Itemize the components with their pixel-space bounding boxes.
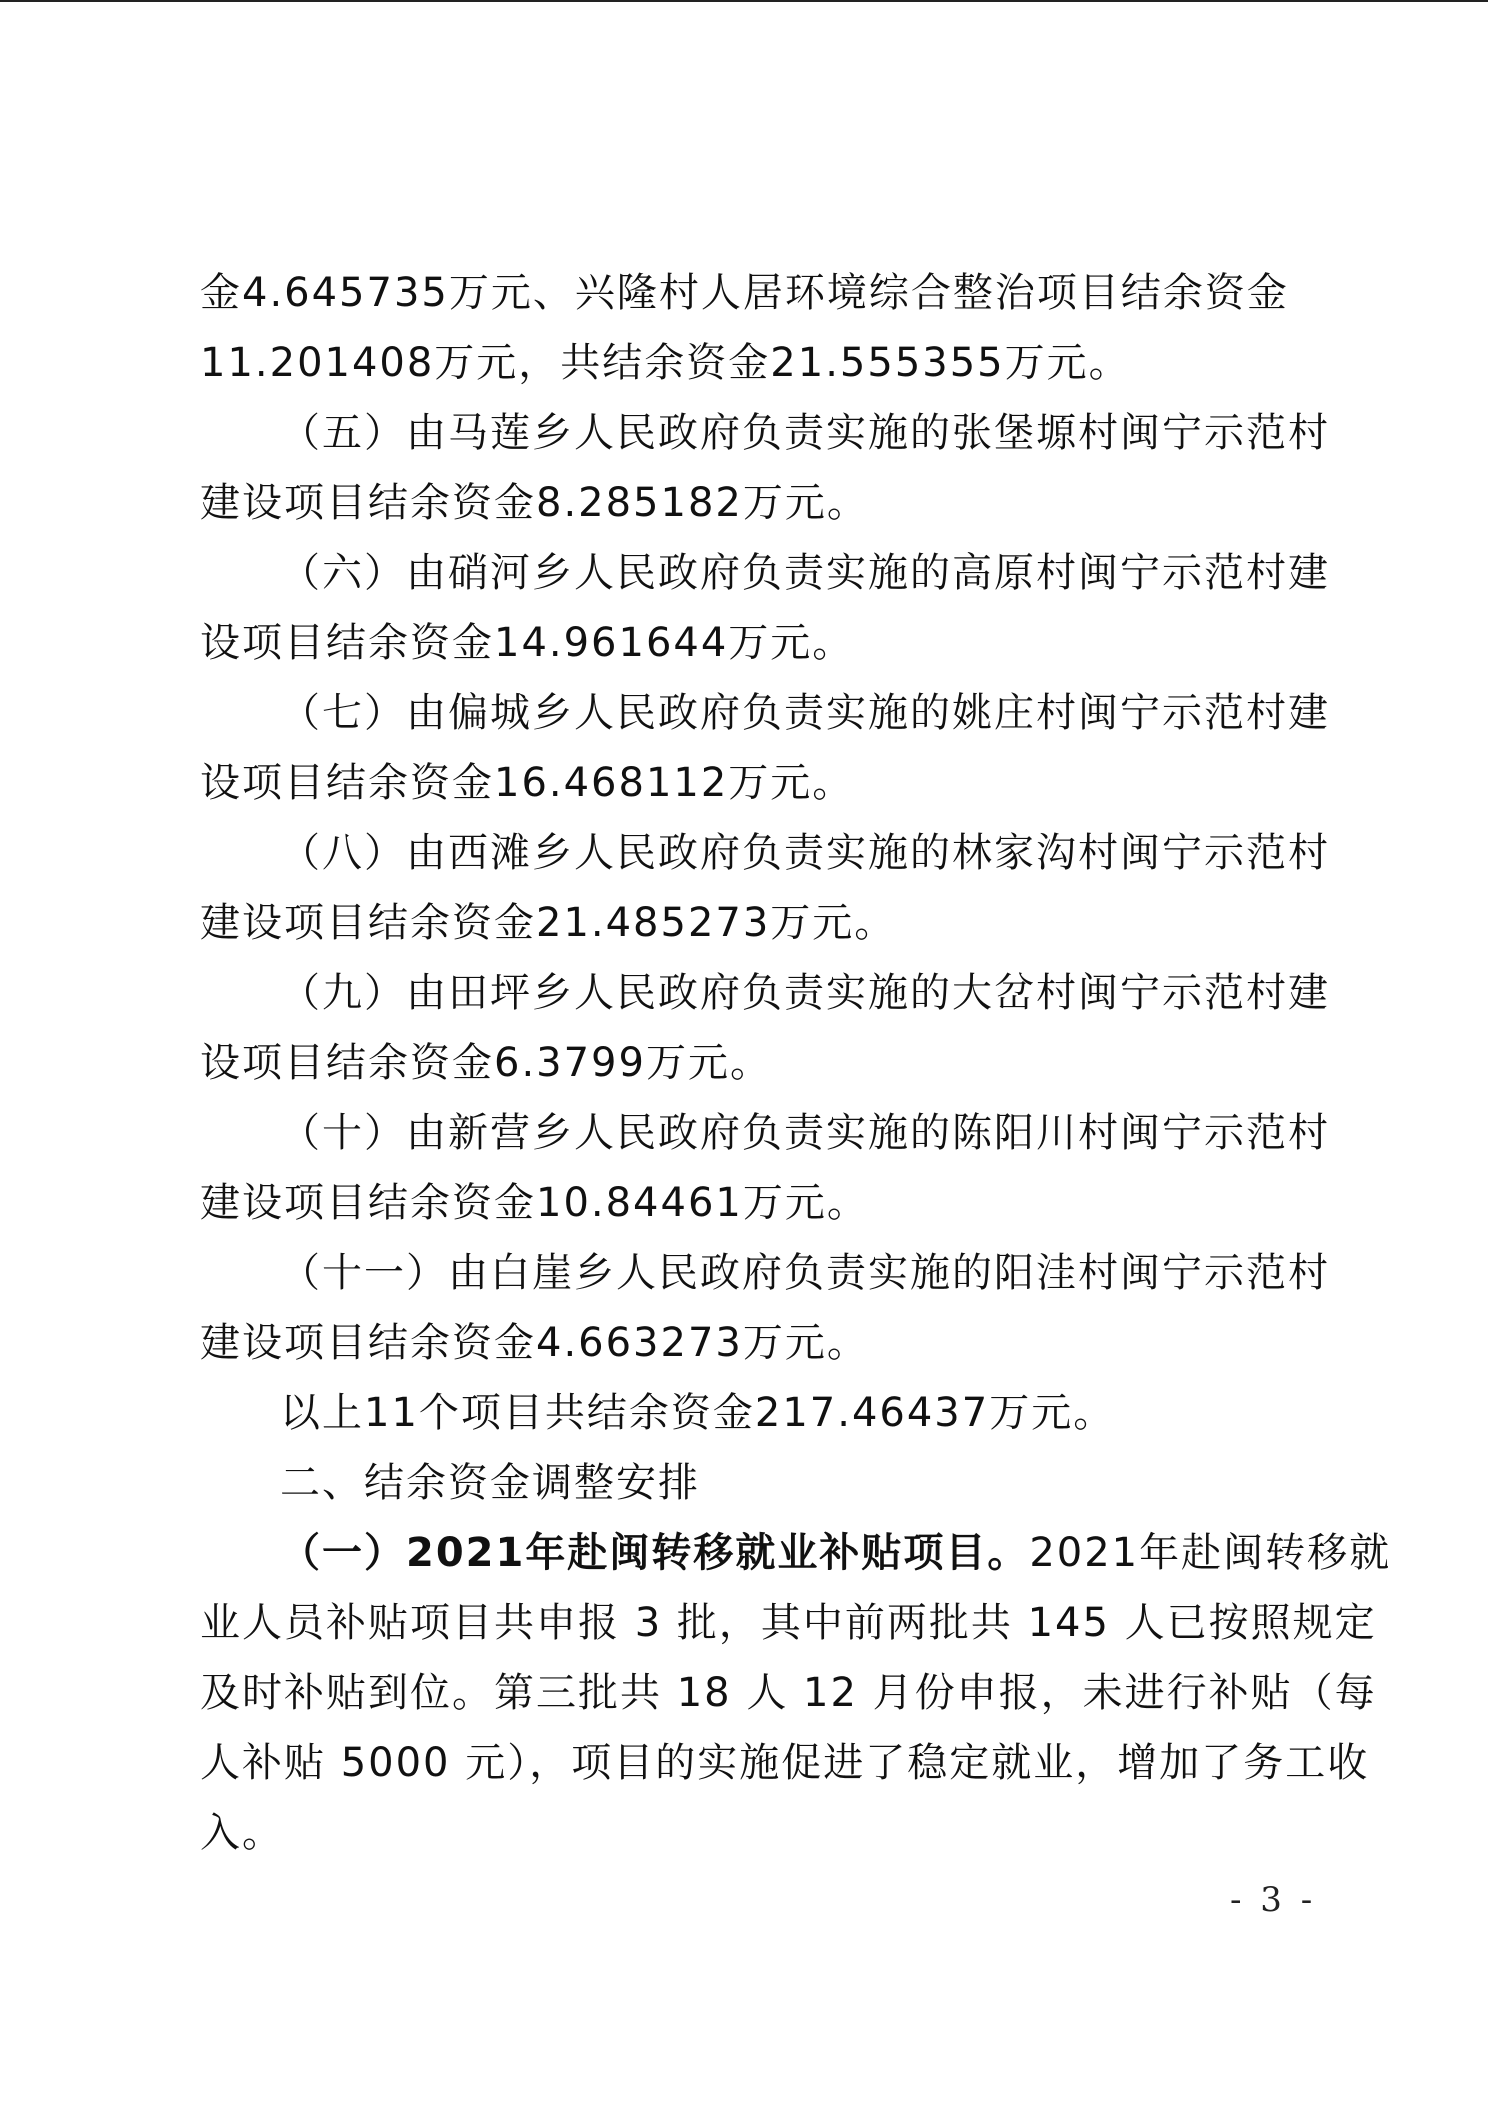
item-ten-line-2: 建设项目结余资金10.84461万元。 bbox=[200, 1180, 869, 1226]
subsection-heading: （一）2021年赴闽转移就业补贴项目。 bbox=[280, 1530, 1030, 1576]
item-eight-line-2: 建设项目结余资金21.485273万元。 bbox=[200, 900, 897, 946]
item-eight-line-1: （八）由西滩乡人民政府负责实施的林家沟村闽宁示范村 bbox=[280, 830, 1330, 876]
item-ten-line-1: （十）由新营乡人民政府负责实施的陈阳川村闽宁示范村 bbox=[280, 1110, 1330, 1156]
subsection-line-4: 人补贴 5000 元），项目的实施促进了稳定就业，增加了务工收 bbox=[200, 1740, 1370, 1786]
summary-total: 以上11个项目共结余资金217.46437万元。 bbox=[280, 1390, 1116, 1436]
subsection-line-2: 业人员补贴项目共申报 3 批，其中前两批共 145 人已按照规定 bbox=[200, 1600, 1377, 1646]
page-number: - 3 - bbox=[1230, 1880, 1317, 1920]
item-six-line-1: （六）由硝河乡人民政府负责实施的高原村闽宁示范村建 bbox=[280, 550, 1330, 596]
paragraph-line-2: 11.201408万元，共结余资金21.555355万元。 bbox=[200, 340, 1131, 386]
top-border-rule bbox=[0, 0, 1488, 2]
item-six-line-2: 设项目结余资金14.961644万元。 bbox=[200, 620, 855, 666]
subsection-line-5: 入。 bbox=[200, 1810, 284, 1856]
item-eleven-line-1: （十一）由白崖乡人民政府负责实施的阳洼村闽宁示范村 bbox=[280, 1250, 1330, 1296]
item-seven-line-1: （七）由偏城乡人民政府负责实施的姚庄村闽宁示范村建 bbox=[280, 690, 1330, 736]
section-heading: 二、结余资金调整安排 bbox=[280, 1460, 700, 1506]
subsection-line-3: 及时补贴到位。第三批共 18 人 12 月份申报，未进行补贴（每 bbox=[200, 1670, 1377, 1716]
item-five-line-1: （五）由马莲乡人民政府负责实施的张堡塬村闽宁示范村 bbox=[280, 410, 1330, 456]
document-body bbox=[200, 258, 1392, 1868]
item-seven-line-2: 设项目结余资金16.468112万元。 bbox=[200, 760, 855, 806]
paragraph-line-1: 金4.645735万元、兴隆村人居环境综合整治项目结余资金 bbox=[200, 270, 1289, 316]
item-nine-line-1: （九）由田坪乡人民政府负责实施的大岔村闽宁示范村建 bbox=[280, 970, 1330, 1016]
subsection-first-line bbox=[200, 1518, 1392, 1588]
item-five-line-2: 建设项目结余资金8.285182万元。 bbox=[200, 480, 869, 526]
subsection-first-line-rest: 2021年赴闽转移就 bbox=[1029, 1530, 1392, 1576]
item-eleven-line-2: 建设项目结余资金4.663273万元。 bbox=[200, 1320, 869, 1366]
item-nine-line-2: 设项目结余资金6.3799万元。 bbox=[200, 1040, 772, 1086]
